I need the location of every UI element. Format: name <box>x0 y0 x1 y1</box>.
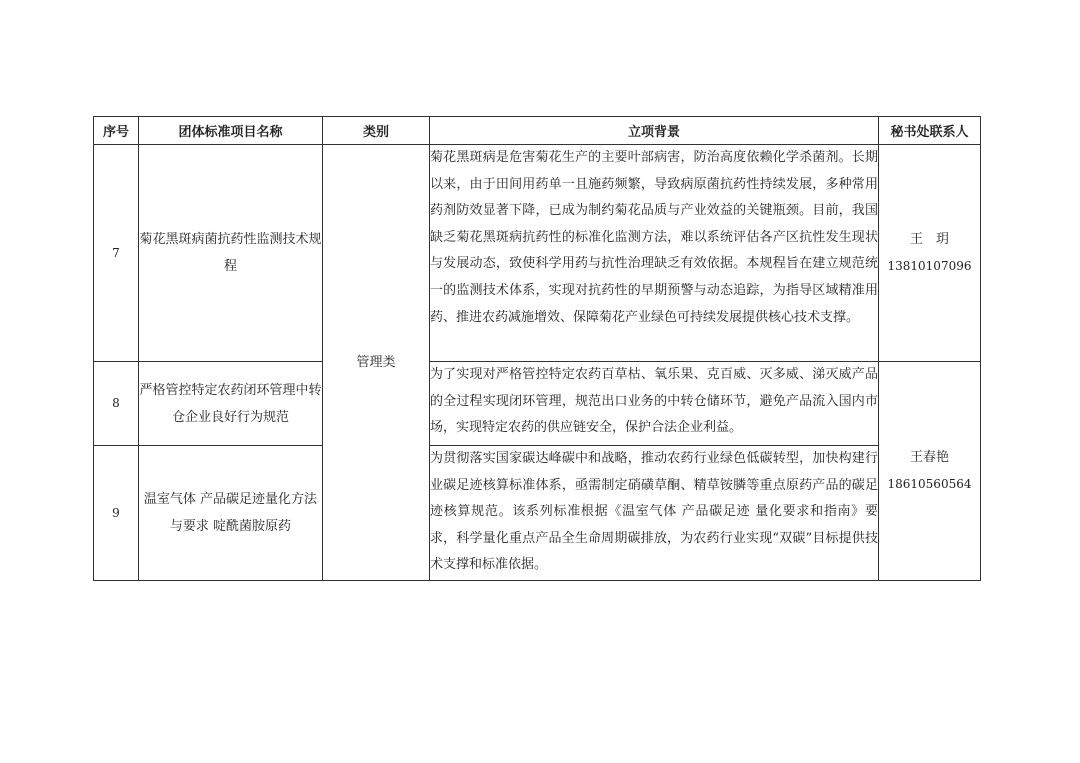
category-cell: 管理类 <box>323 145 430 581</box>
contact-name: 王春艳 <box>909 450 949 465</box>
row-number: 7 <box>94 145 139 362</box>
contact-name: 王 玥 <box>909 232 949 247</box>
row-number: 9 <box>94 446 139 581</box>
table-row <box>94 446 981 581</box>
project-name: 温室气体 产品碳足迹量化方法与要求 啶酰菌胺原药 <box>139 446 323 581</box>
project-background: 菊花黑斑病是危害菊花生产的主要叶部病害，防治高度依赖化学杀菌剂。长期以来，由于田间用药单一且施药频繁，导致病原菌抗药性持续发展，多种常用药剂防效显著下降，已成为制约菊花品质与产业效益的关键瓶颈。目前，我国缺乏菊花黑斑病抗药性的标准化监测方法，难以系统评估各产区抗性发生现状与发展动态，致使科学用药与抗性治理缺乏有效依据。本规程旨在建立规范统一的监测技术体系，实现对抗药性的早期预警与动态追踪，为指导区域精准用药、推进农药减施增效、保障菊花产业绿色可持续发展提供核心技术支撑。 <box>430 145 879 362</box>
header-contact: 秘书处联系人 <box>879 117 981 145</box>
table-header-row <box>94 117 981 145</box>
contact-phone: 18610560564 <box>887 477 972 491</box>
table-row <box>94 362 981 446</box>
contact-cell <box>879 145 981 362</box>
contact-phone: 13810107096 <box>887 259 972 273</box>
header-name: 团体标准项目名称 <box>139 117 323 145</box>
header-category: 类别 <box>323 117 430 145</box>
header-no: 序号 <box>94 117 139 145</box>
project-name: 菊花黑斑病菌抗药性监测技术规程 <box>139 145 323 362</box>
standards-table <box>93 116 981 581</box>
project-name: 严格管控特定农药闭环管理中转仓企业良好行为规范 <box>139 362 323 446</box>
row-number: 8 <box>94 362 139 446</box>
table-row <box>94 145 981 362</box>
project-background: 为了实现对严格管控特定农药百草枯、氧乐果、克百威、灭多威、涕灭威产品的全过程实现闭环管理，规范出口业务的中转仓储环节，避免产品流入国内市场，实现特定农药的供应链安全，保护合法企业利益。 <box>430 362 879 446</box>
project-background: 为贯彻落实国家碳达峰碳中和战略，推动农药行业绿色低碳转型，加快构建行业碳足迹核算标准体系，亟需制定硝磺草酮、精草铵膦等重点原药产品的碳足迹核算规范。该系列标准根据《温室气体 产品碳足迹 量化要求和指南》要求，科学量化重点产品全生命周期碳排放，为农药行业实现“双碳”目标提供技术支撑和标准依据。 <box>430 446 879 581</box>
header-background: 立项背景 <box>430 117 879 145</box>
contact-cell <box>879 362 981 581</box>
